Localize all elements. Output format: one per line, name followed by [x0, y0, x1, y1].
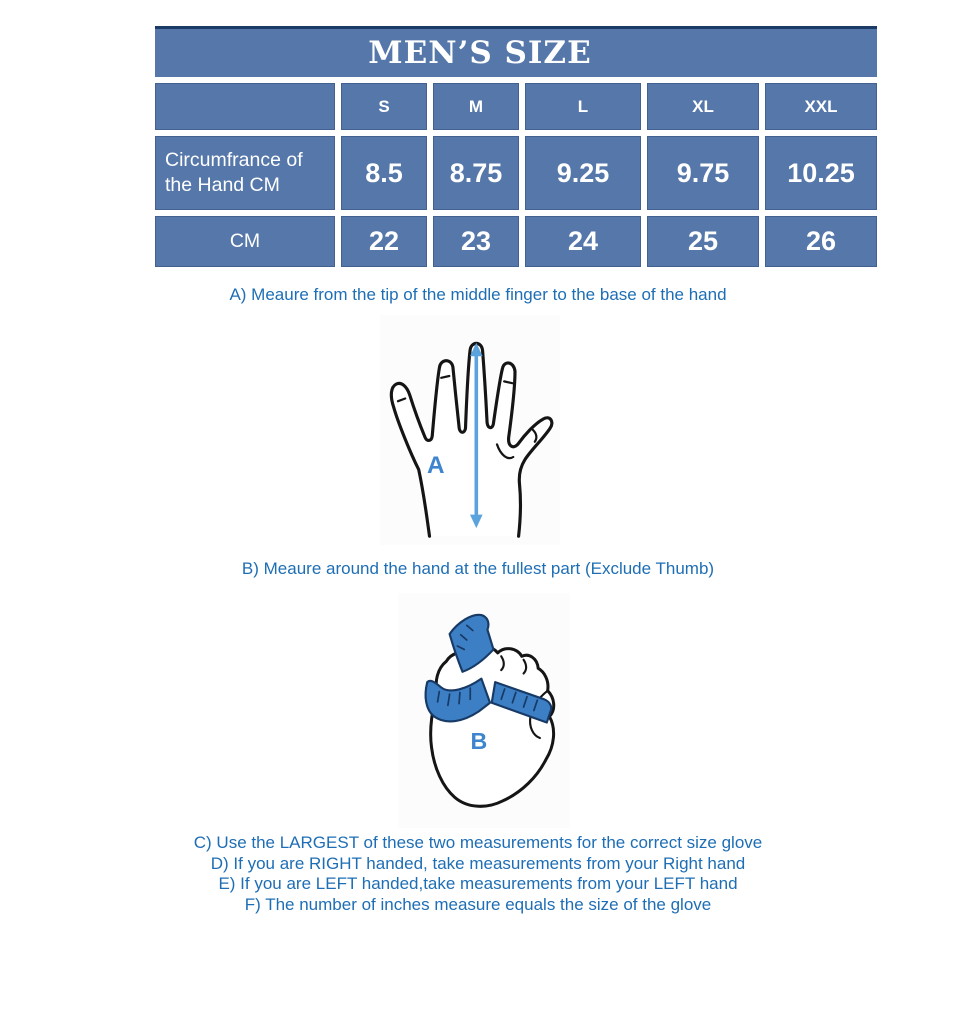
cm-value-m: 23	[433, 216, 519, 267]
hand-outline	[391, 343, 552, 536]
instruction-line-b: B) Meaure around the hand at the fullest part (Exclude Thumb)	[241, 559, 715, 578]
hand-circumference-diagram	[398, 593, 570, 828]
circumference-value-s: 8.5	[341, 136, 427, 210]
fist-outline	[431, 647, 554, 806]
circumference-value-m: 8.75	[433, 136, 519, 210]
cm-value-xl: 25	[647, 216, 759, 267]
instruction-line-d: D) If you are RIGHT handed, take measurements from your Right hand	[210, 853, 746, 873]
cm-value-s: 22	[341, 216, 427, 267]
diagram-letter-a: A	[427, 452, 445, 480]
instruction-line-a: A) Meaure from the tip of the middle finger to the base of the hand	[229, 285, 727, 304]
cm-value-xxl: 26	[765, 216, 877, 267]
cm-value-l: 24	[525, 216, 641, 267]
diagram-letter-b: B	[470, 728, 488, 755]
hand-length-diagram	[380, 315, 560, 545]
header-size-s: S	[341, 83, 427, 130]
header-size-l: L	[525, 83, 641, 130]
open-hand-illustration	[380, 315, 560, 545]
circumference-value-l: 9.25	[525, 136, 641, 210]
instruction-line-e: E) If you are LEFT handed,take measurements from your LEFT hand	[218, 874, 738, 893]
row-label-cm: CM	[155, 216, 335, 267]
circumference-value-xl: 9.75	[647, 136, 759, 210]
instruction-line-f: F) The number of inches measure equals the size of the glove	[244, 894, 712, 914]
mens-size-table	[155, 26, 877, 267]
row-label-circumference: Circumfrance of the Hand CM	[155, 136, 335, 210]
table-title: MEN’S SIZE	[368, 35, 592, 71]
circumference-value-xxl: 10.25	[765, 136, 877, 210]
header-size-xxl: XXL	[765, 83, 877, 130]
fist-illustration	[398, 593, 570, 828]
table-title-band	[155, 26, 877, 77]
header-size-m: M	[433, 83, 519, 130]
header-empty-cell	[155, 83, 335, 130]
header-size-xl: XL	[647, 83, 759, 130]
instruction-lines-cdef	[0, 833, 956, 915]
instruction-line-c: C) Use the LARGEST of these two measurements for the correct size glove	[193, 833, 763, 852]
